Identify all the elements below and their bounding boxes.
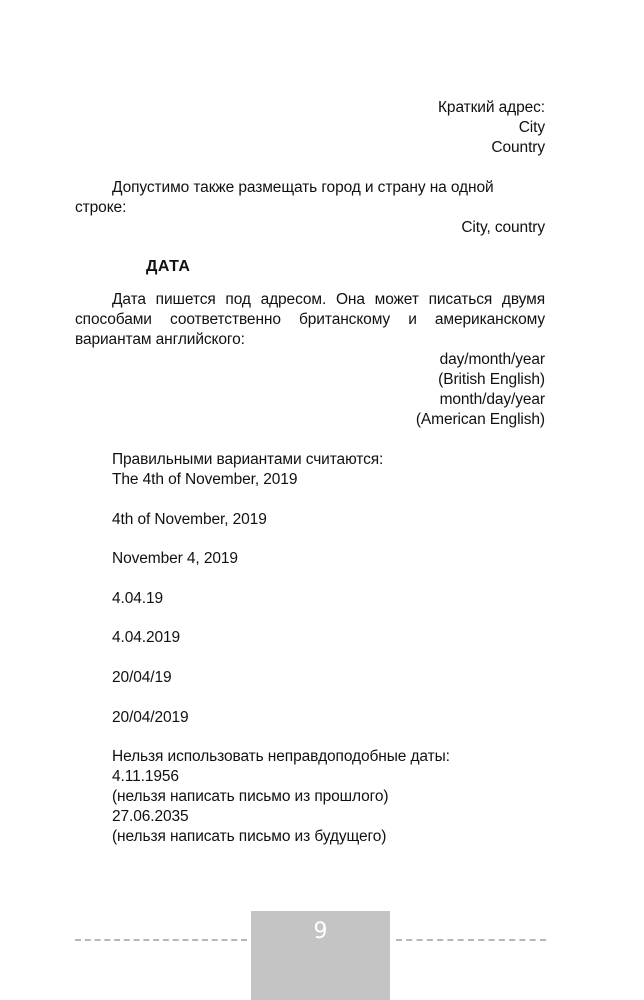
- implausible-date-line: 27.06.2035: [112, 808, 189, 825]
- format-american-label: (American English): [415, 411, 545, 428]
- footer-dash-left: [75, 939, 247, 941]
- variant-item: 20/04/2019: [112, 709, 189, 726]
- date-para-line1: [112, 290, 545, 310]
- page-number: 9: [313, 919, 328, 944]
- implausible-date-line: (нельзя написать письмо из прошлого): [112, 788, 389, 805]
- variant-item: 4th of November, 2019: [112, 511, 267, 528]
- one-line-note-line2: строке:: [75, 199, 127, 216]
- page-number-tab: [251, 911, 390, 1000]
- variant-item: 20/04/19: [112, 669, 172, 686]
- implausible-dates-label: Нельзя использовать неправдоподобные даты:: [112, 748, 450, 765]
- address-country: Country: [491, 139, 545, 156]
- date-para-line2-text: способами соответственно британскому и американскому: [75, 311, 545, 328]
- variant-item: The 4th of November, 2019: [112, 471, 298, 488]
- one-line-note-line1: Допустимо также размещать город и страну на одной: [112, 179, 494, 196]
- date-para-line2: [75, 310, 545, 330]
- variant-item: November 4, 2019: [112, 550, 238, 567]
- implausible-date-line: (нельзя написать письмо из будущего): [112, 828, 387, 845]
- correct-variants-label: Правильными вариантами считаются:: [112, 451, 384, 468]
- footer-dash-right: [396, 939, 546, 941]
- variant-item: 4.04.2019: [112, 629, 181, 646]
- format-british: day/month/year: [439, 351, 545, 368]
- date-heading: ДАТА: [146, 258, 191, 275]
- address-city: City: [518, 119, 545, 136]
- variant-item: 4.04.19: [112, 590, 164, 607]
- implausible-date-line: 4.11.1956: [112, 768, 179, 785]
- address-label: Краткий адрес:: [438, 99, 545, 116]
- format-american: month/day/year: [439, 391, 545, 408]
- one-line-note-example: City, country: [461, 219, 545, 236]
- format-british-label: (British English): [438, 371, 545, 388]
- date-para-line3: вариантам английского:: [75, 331, 245, 348]
- date-para-line1-text: Дата пишется под адресом. Она может писаться двумя: [112, 291, 545, 308]
